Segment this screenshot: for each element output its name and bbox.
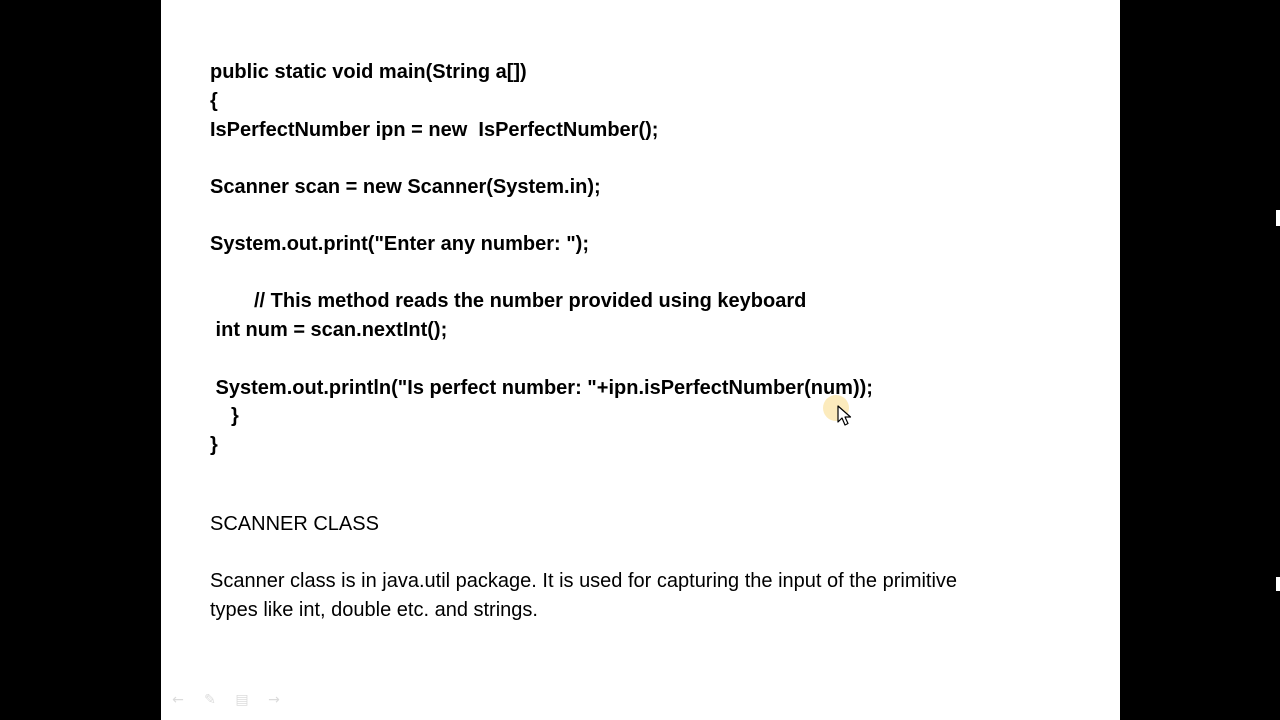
code-line-println-result: System.out.println("Is perfect number: "+ipn.isPerfectNumber(num)); xyxy=(210,377,873,399)
code-line-open-brace: { xyxy=(210,90,218,112)
code-line-close-method: } xyxy=(231,405,239,427)
section-heading: SCANNER CLASS xyxy=(210,513,379,535)
description-line-1: Scanner class is in java.util package. It is used for capturing the input of the primitive xyxy=(210,570,958,592)
description-line-2: types like int, double etc. and strings. xyxy=(210,599,538,621)
slideshow-toolbar xyxy=(169,692,283,708)
code-line-scanner: Scanner scan = new Scanner(System.in); xyxy=(210,176,601,198)
previous-slide-icon[interactable]: ← xyxy=(172,692,184,708)
code-line-main-signature: public static void main(String a[]) xyxy=(210,61,527,83)
code-line-comment: // This method reads the number provided using keyboard xyxy=(254,290,807,312)
slide-menu-icon[interactable]: ▤ xyxy=(235,692,249,708)
code-line-close-class: } xyxy=(210,434,218,456)
pen-icon[interactable]: ✎ xyxy=(204,692,216,708)
slide xyxy=(161,0,1120,720)
code-line-new-instance: IsPerfectNumber ipn = new IsPerfectNumber(); xyxy=(210,119,659,141)
code-line-print-prompt: System.out.print("Enter any number: "); xyxy=(210,233,589,255)
mouse-pointer-icon xyxy=(822,392,858,428)
next-slide-icon[interactable]: → xyxy=(268,692,280,708)
code-line-read-int: int num = scan.nextInt(); xyxy=(210,319,448,341)
right-edge-artifact-bottom xyxy=(1276,577,1280,591)
right-edge-artifact-top xyxy=(1276,210,1280,226)
